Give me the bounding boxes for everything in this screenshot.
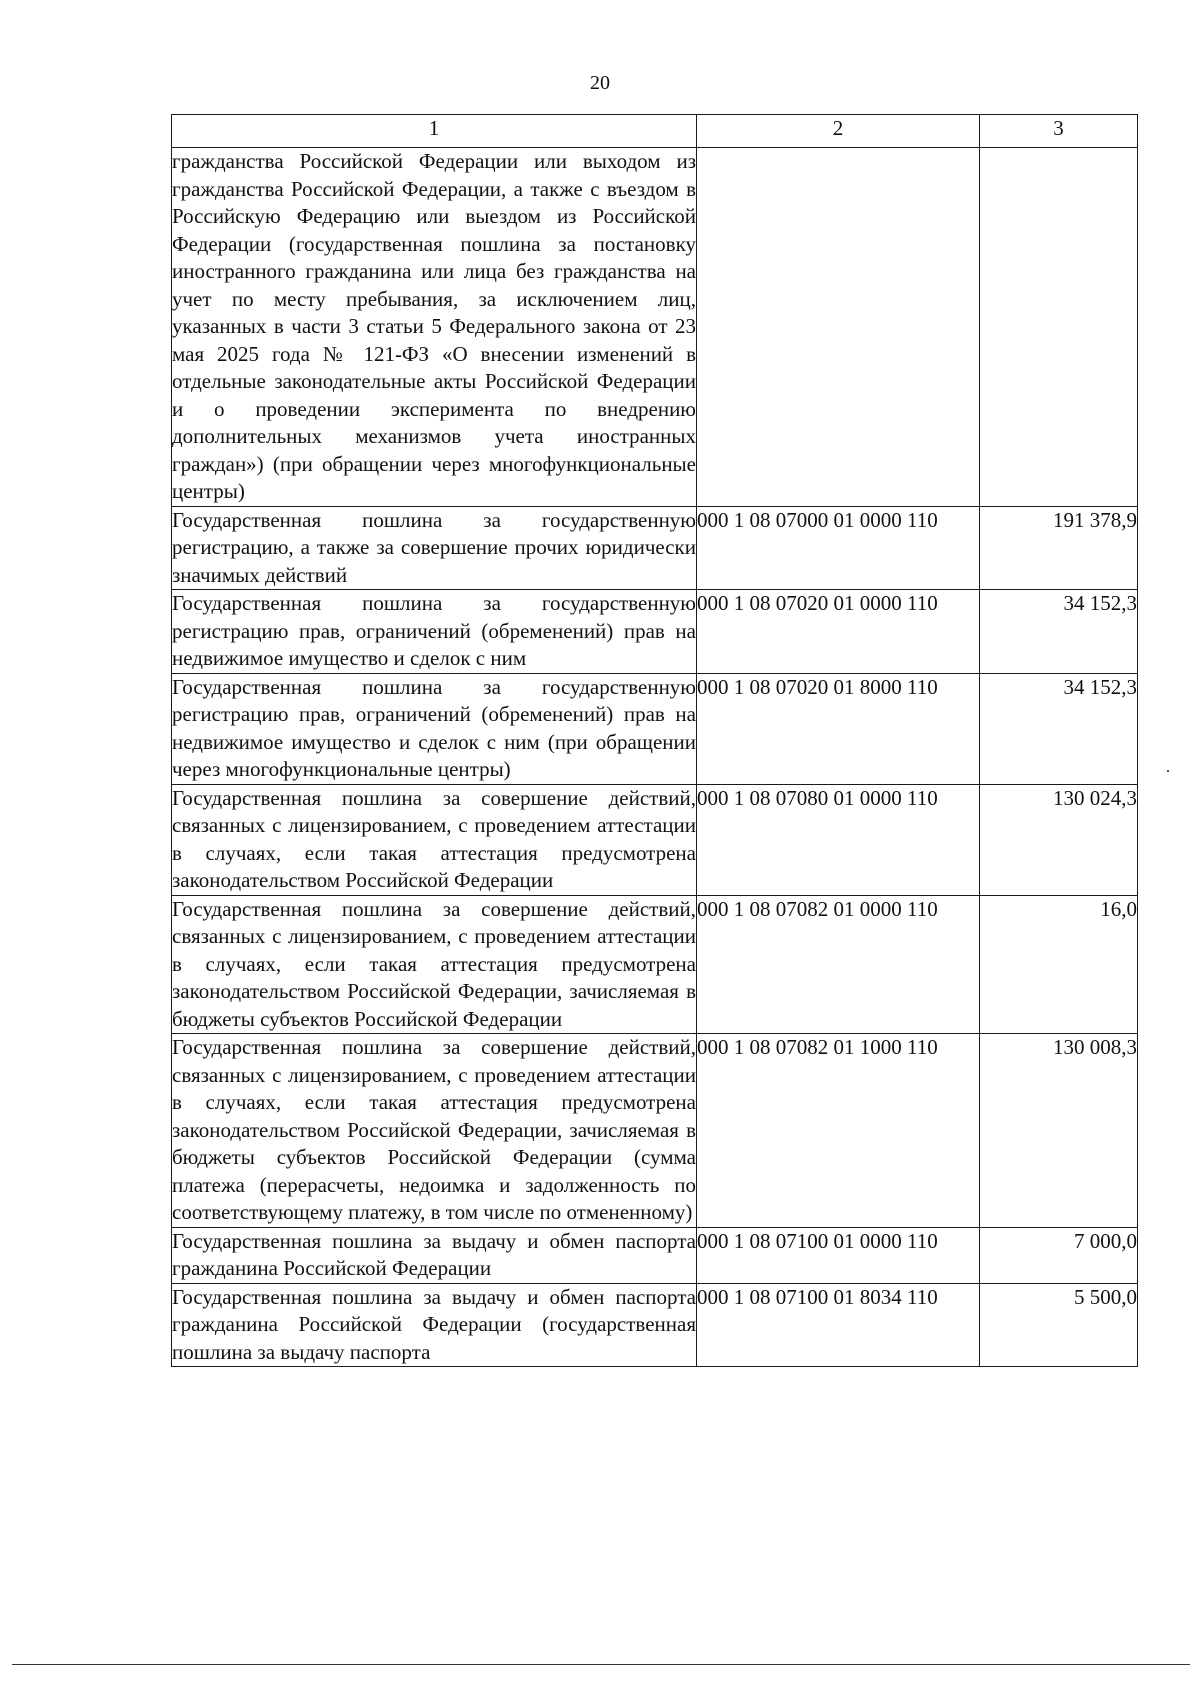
- row-amount: 130 024,3: [980, 784, 1138, 895]
- row-name: Государственная пошлина за совершение действий, связанных с лицензированием, с проведением аттестации в случаях, если такая аттестация предусмотрена законодательством Российской Федерации, зачисляемая в бюджеты субъектов Российской Федерации (сумма платежа (перерасчеты, недоимка и задолженность по соответствующему платежу, в том числе по отмененному): [172, 1034, 697, 1228]
- row-code: 000 1 08 07020 01 8000 110: [697, 673, 980, 784]
- column-header-3: 3: [980, 115, 1138, 148]
- row-name: Государственная пошлина за государственную регистрацию прав, ограничений (обременений) прав на недвижимое имущество и сделок с ним: [172, 590, 697, 674]
- row-name: Государственная пошлина за выдачу и обмен паспорта гражданина Российской Федерации: [172, 1227, 697, 1283]
- row-code: [697, 148, 980, 507]
- row-amount: 5 500,0: [980, 1283, 1138, 1367]
- table-row: [172, 506, 1138, 590]
- row-amount: 34 152,3: [980, 673, 1138, 784]
- table-row: [172, 1283, 1138, 1367]
- row-amount: [980, 148, 1138, 507]
- row-code: 000 1 08 07020 01 0000 110: [697, 590, 980, 674]
- row-amount: 34 152,3: [980, 590, 1138, 674]
- table-row: [172, 673, 1138, 784]
- column-header-1: 1: [172, 115, 697, 148]
- row-code: 000 1 08 07000 01 0000 110: [697, 506, 980, 590]
- row-amount: 130 008,3: [980, 1034, 1138, 1228]
- row-amount: 7 000,0: [980, 1227, 1138, 1283]
- table-row: [172, 1034, 1138, 1228]
- column-header-2: 2: [697, 115, 980, 148]
- row-amount: 191 378,9: [980, 506, 1138, 590]
- scan-speck: [1167, 770, 1169, 772]
- row-amount: 16,0: [980, 895, 1138, 1034]
- row-code: 000 1 08 07082 01 1000 110: [697, 1034, 980, 1228]
- row-name: Государственная пошлина за государственную регистрацию прав, ограничений (обременений) прав на недвижимое имущество и сделок с ним (при обращении через многофункциональные центры): [172, 673, 697, 784]
- row-name: Государственная пошлина за совершение действий, связанных с лицензированием, с проведением аттестации в случаях, если такая аттестация предусмотрена законодательством Российской Федерации, зачисляемая в бюджеты субъектов Российской Федерации: [172, 895, 697, 1034]
- table-row: [172, 895, 1138, 1034]
- table-row: [172, 1227, 1138, 1283]
- table-row: [172, 148, 1138, 507]
- scan-bottom-edge: [12, 1664, 1190, 1665]
- row-code: 000 1 08 07100 01 0000 110: [697, 1227, 980, 1283]
- table-header-row: [172, 115, 1138, 148]
- revenue-table: [171, 114, 1138, 1367]
- row-name: гражданства Российской Федерации или выходом из гражданства Российской Федерации, а также с въездом в Российскую Федерацию или выездом из Российской Федерации (государственная пошлина за постановку иностранного гражданина или лица без гражданства на учет по месту пребывания, за исключением лиц, указанных в части 3 статьи 5 Федерального закона от 23 мая 2025 года № 121-ФЗ «О внесении изменений в отдельные законодательные акты Российской Федерации и о проведении эксперимента по внедрению дополнительных механизмов учета иностранных граждан») (при обращении через многофункциональные центры): [172, 148, 697, 507]
- row-code: 000 1 08 07100 01 8034 110: [697, 1283, 980, 1367]
- row-name: Государственная пошлина за государственную регистрацию, а также за совершение прочих юридически значимых действий: [172, 506, 697, 590]
- row-code: 000 1 08 07082 01 0000 110: [697, 895, 980, 1034]
- row-name: Государственная пошлина за совершение действий, связанных с лицензированием, с проведением аттестации в случаях, если такая аттестация предусмотрена законодательством Российской Федерации: [172, 784, 697, 895]
- table-row: [172, 784, 1138, 895]
- page-number: 20: [590, 72, 610, 94]
- row-name: Государственная пошлина за выдачу и обмен паспорта гражданина Российской Федерации (государственная пошлина за выдачу паспорта: [172, 1283, 697, 1367]
- table-row: [172, 590, 1138, 674]
- row-code: 000 1 08 07080 01 0000 110: [697, 784, 980, 895]
